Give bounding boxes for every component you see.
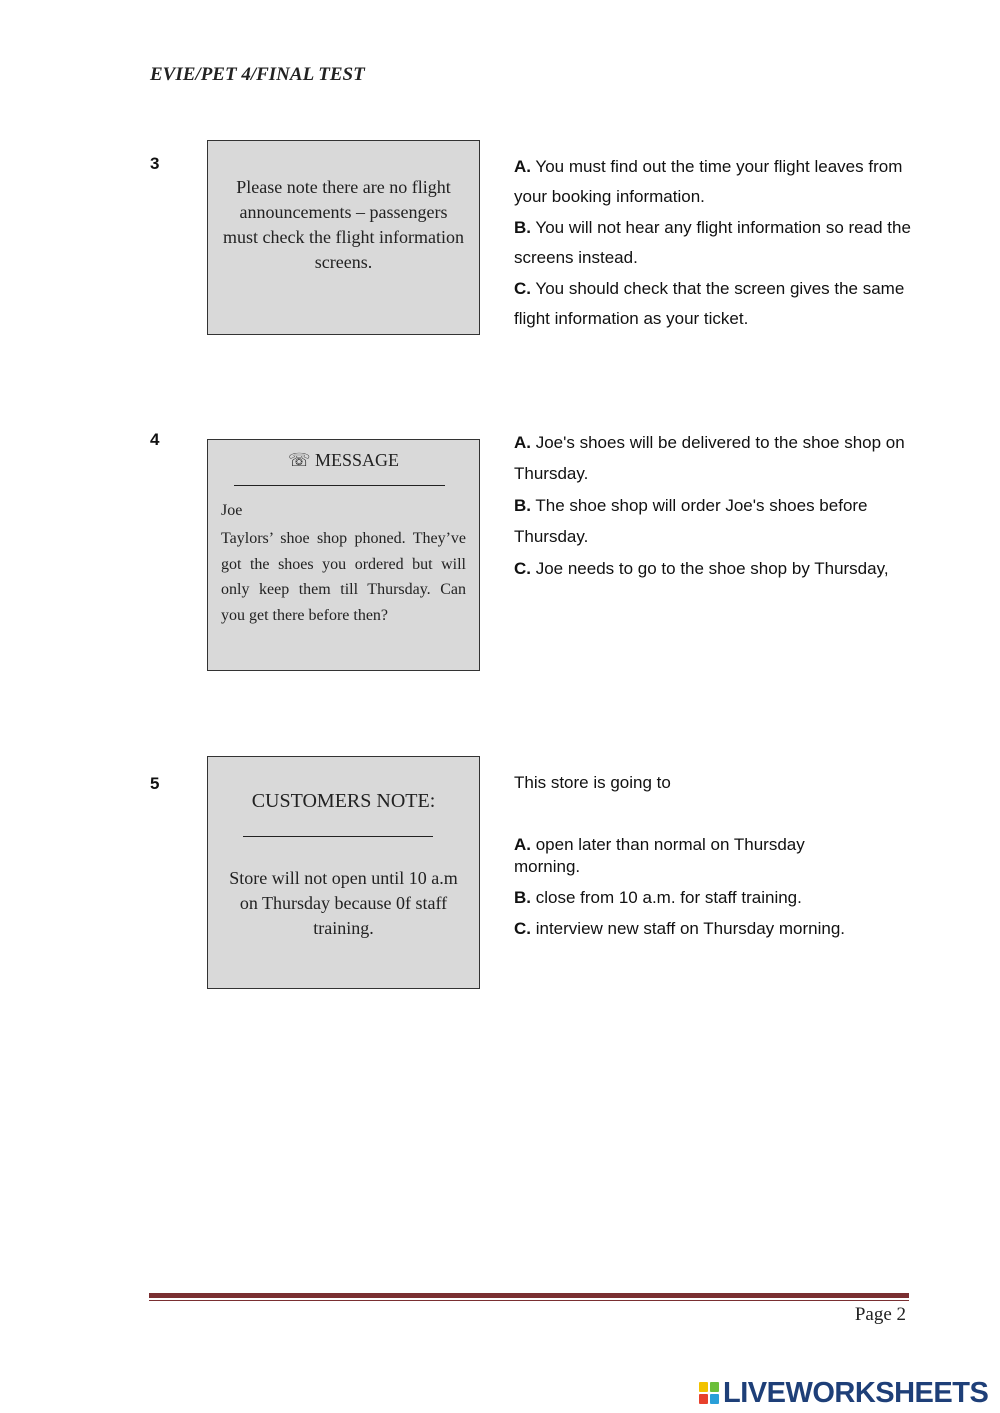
option-a[interactable]: A. Joe's shoes will be delivered to the shoe shop on Thursday. (514, 433, 905, 483)
options-q5 (514, 772, 914, 940)
logo-square (699, 1382, 708, 1392)
divider (243, 836, 433, 837)
logo-square (699, 1394, 708, 1404)
message-box-q4 (207, 439, 480, 671)
notice-body: Store will not open until 10 a.m on Thursday because 0f staff training. (229, 868, 458, 938)
liveworksheets-logo-icon (698, 1381, 720, 1405)
question-number-4: 4 (150, 430, 160, 449)
option-c[interactable]: C. Joe needs to go to the shoe shop by Thursday, (514, 559, 889, 578)
logo-square (710, 1394, 719, 1404)
telephone-icon: ☏ (287, 450, 311, 470)
option-b[interactable]: B. close from 10 a.m. for staff training. (514, 888, 802, 907)
message-heading: ☏ MESSAGE (287, 450, 400, 470)
option-b[interactable]: B. You will not hear any flight information so read the screens instead. (514, 218, 911, 267)
message-recipient: Joe (221, 502, 243, 519)
notice-text: Please note there are no flight announcements – passengers must check the flight information screens. (223, 177, 464, 272)
question-number-5: 5 (150, 774, 160, 793)
brand-wordmark: LIVEWORKSHEETS (723, 1376, 989, 1409)
option-c[interactable]: C. You should check that the screen gives the same flight information as your ticket. (514, 279, 905, 328)
document-header-title: EVIE/PET 4/FINAL TEST (150, 64, 365, 85)
options-q4 (514, 427, 914, 584)
page-number: Page 2 (854, 1304, 906, 1325)
notice-box-q3 (207, 140, 480, 335)
question-stem: This store is going to (514, 773, 671, 792)
notice-heading: CUSTOMERS NOTE: (251, 790, 436, 812)
logo-square (710, 1382, 719, 1392)
notice-box-q5 (207, 756, 480, 989)
footer-divider-thin (149, 1300, 909, 1301)
option-a[interactable]: A. open later than normal on Thursday morning. (514, 835, 805, 876)
option-c[interactable]: C. interview new staff on Thursday morning. (514, 919, 846, 938)
option-b[interactable]: B. The shoe shop will order Joe's shoes before Thursday. (514, 496, 868, 546)
options-q3 (514, 152, 914, 334)
footer-divider (149, 1293, 909, 1298)
liveworksheets-brand[interactable] (698, 1378, 988, 1408)
divider (234, 485, 445, 486)
question-number-3: 3 (150, 154, 160, 173)
message-body: Taylors’ shoe shop phoned. They’ve got the shoes you ordered but will only keep them till Thursday. Can you get there before then? (221, 530, 466, 624)
option-a[interactable]: A. You must find out the time your flight leaves from your booking information. (514, 157, 903, 206)
